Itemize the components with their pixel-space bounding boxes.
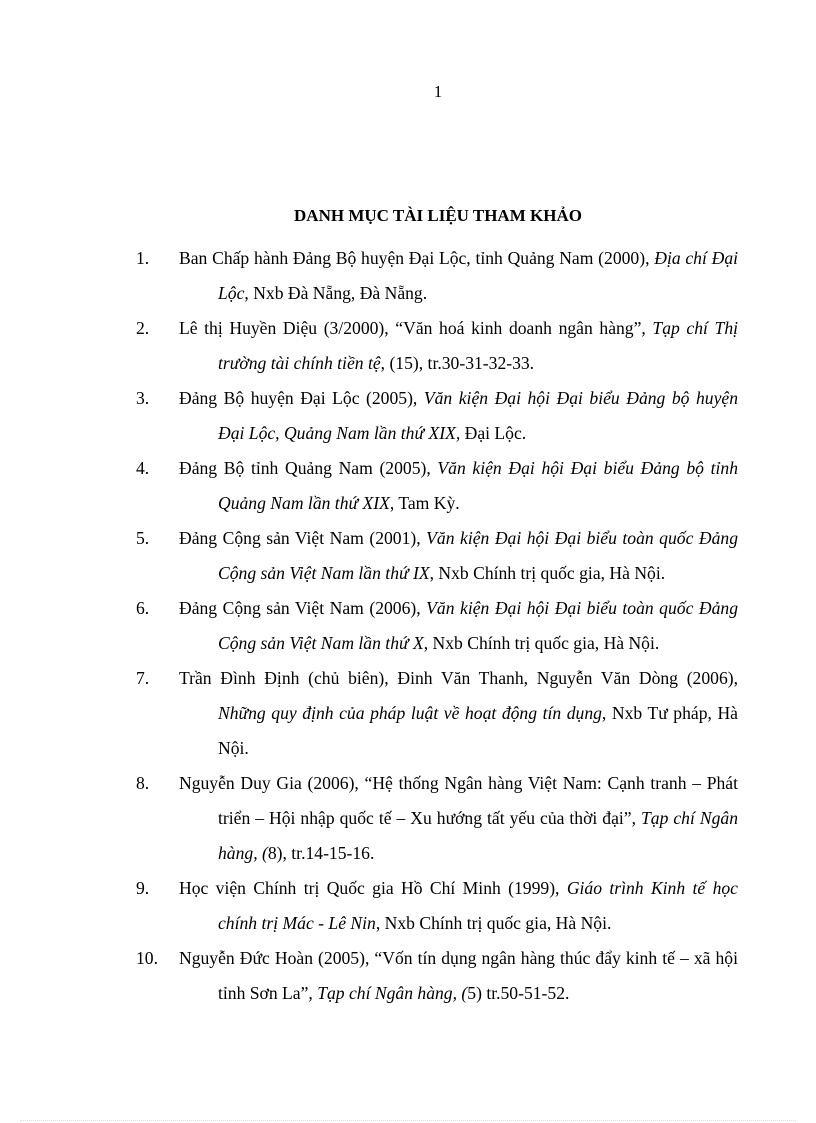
reference-segment: Đảng Cộng sản Việt Nam (2006), bbox=[179, 598, 427, 618]
reference-text bbox=[179, 878, 738, 933]
reference-title-italic: Tạp chí Thị trường tài chính tiền tệ bbox=[218, 318, 738, 373]
reference-item bbox=[136, 451, 739, 521]
reference-title-italic: Địa chí Đại Lộc bbox=[218, 248, 739, 303]
reference-title-italic: Văn kiện Đại hội Đại biểu toàn quốc Đảng Cộng sản Việt Nam lần thứ IX bbox=[218, 528, 738, 583]
page-title: DANH MỤC TÀI LIỆU THAM KHẢO bbox=[294, 206, 582, 225]
reference-text bbox=[179, 948, 738, 1003]
reference-text bbox=[179, 598, 738, 653]
reference-item bbox=[136, 766, 738, 871]
reference-segment: Đảng Bộ huyện Đại Lộc (2005), bbox=[179, 388, 424, 408]
reference-number: 10. bbox=[136, 948, 158, 968]
reference-segment: 8), tr.14-15-16. bbox=[267, 843, 375, 863]
reference-segment: , Nxb Đà Nẵng, Đà Nẵng. bbox=[244, 283, 428, 303]
reference-segment: Học viện Chính trị Quốc gia Hồ Chí Minh (1999), bbox=[179, 878, 567, 898]
reference-title-italic: Tạp chí Ngân hàng, ( bbox=[218, 808, 738, 863]
reference-title-italic: Tạp chí Ngân hàng, ( bbox=[317, 983, 468, 1003]
reference-text bbox=[179, 318, 738, 373]
reference-text bbox=[179, 388, 738, 443]
reference-title-italic: Những quy định của pháp luật về hoạt động tín dụng bbox=[218, 703, 602, 723]
reference-text bbox=[179, 773, 738, 863]
reference-title-italic: Văn kiện Đại hội Đại biểu toàn quốc Đảng Cộng sản Việt Nam lần thứ X bbox=[218, 598, 738, 653]
reference-segment: 5) tr.50-51-52. bbox=[467, 983, 570, 1003]
reference-segment: Đảng Cộng sản Việt Nam (2001), bbox=[179, 528, 427, 548]
reference-item bbox=[136, 521, 738, 591]
reference-text bbox=[179, 668, 738, 758]
reference-number: 2. bbox=[136, 318, 150, 338]
reference-segment: Đại Lộc. bbox=[460, 423, 527, 443]
reference-number: 7. bbox=[136, 668, 150, 688]
reference-text bbox=[179, 248, 738, 303]
reference-item bbox=[136, 871, 738, 941]
reference-item bbox=[136, 661, 738, 766]
reference-title-italic: Văn kiện Đại hội Đại biểu Đảng bộ tỉnh Quảng Nam lần thứ XIX bbox=[218, 458, 739, 513]
reference-number: 3. bbox=[136, 388, 150, 408]
reference-segment: Đảng Bộ tỉnh Quảng Nam (2005), bbox=[179, 458, 438, 478]
reference-list bbox=[0, 241, 816, 1011]
reference-segment: , Nxb Chính trị quốc gia, Hà Nội. bbox=[375, 913, 612, 933]
reference-item bbox=[136, 311, 738, 381]
reference-number: 1. bbox=[136, 248, 150, 268]
reference-segment: , Nxb Chính trị quốc gia, Hà Nội. bbox=[429, 563, 666, 583]
reference-segment: Nguyễn Duy Gia (2006), “Hệ thống Ngân hàng Việt Nam: Cạnh tranh – Phát triển – Hội nhập quốc tế – Xu hướng tất yếu của thời đại”, bbox=[179, 773, 738, 828]
reference-number: 9. bbox=[136, 878, 150, 898]
page-bottom-divider bbox=[20, 1120, 796, 1121]
reference-item bbox=[136, 941, 738, 1011]
reference-segment: , Tam Kỳ. bbox=[389, 493, 460, 513]
reference-item bbox=[136, 591, 738, 661]
reference-title-italic: Văn kiện Đại hội Đại biểu Đảng bộ huyện Đại Lộc, Quảng Nam lần thứ XIX, bbox=[218, 388, 738, 443]
reference-segment: Trần Đình Định (chủ biên), Đinh Văn Thanh, Nguyễn Văn Dòng (2006), bbox=[179, 668, 738, 688]
reference-segment: Ban Chấp hành Đảng Bộ huyện Đại Lộc, tỉnh Quảng Nam (2000), bbox=[179, 248, 655, 268]
reference-number: 4. bbox=[136, 458, 150, 478]
reference-segment: , (15), tr.30-31-32-33. bbox=[380, 353, 535, 373]
reference-segment: , Nxb Tư pháp, Hà Nội. bbox=[218, 703, 738, 758]
reference-segment: Lê thị Huyền Diệu (3/2000), “Văn hoá kinh doanh ngân hàng”, bbox=[179, 318, 653, 338]
reference-item bbox=[136, 241, 739, 311]
reference-number: 6. bbox=[136, 598, 150, 618]
reference-number: 8. bbox=[136, 773, 150, 793]
reference-segment: Nguyễn Đức Hoàn (2005), “Vốn tín dụng ngân hàng thúc đẩy kinh tế – xã hội tỉnh Sơn La”, bbox=[179, 948, 738, 1003]
reference-number: 5. bbox=[136, 528, 150, 548]
reference-segment: , Nxb Chính trị quốc gia, Hà Nội. bbox=[423, 633, 660, 653]
reference-item bbox=[136, 381, 738, 451]
reference-text bbox=[179, 458, 738, 513]
reference-title-italic: Giáo trình Kinh tế học chính trị Mác - Lê Nin bbox=[218, 878, 738, 933]
page-number: 1 bbox=[433, 82, 443, 101]
reference-text bbox=[179, 528, 738, 583]
